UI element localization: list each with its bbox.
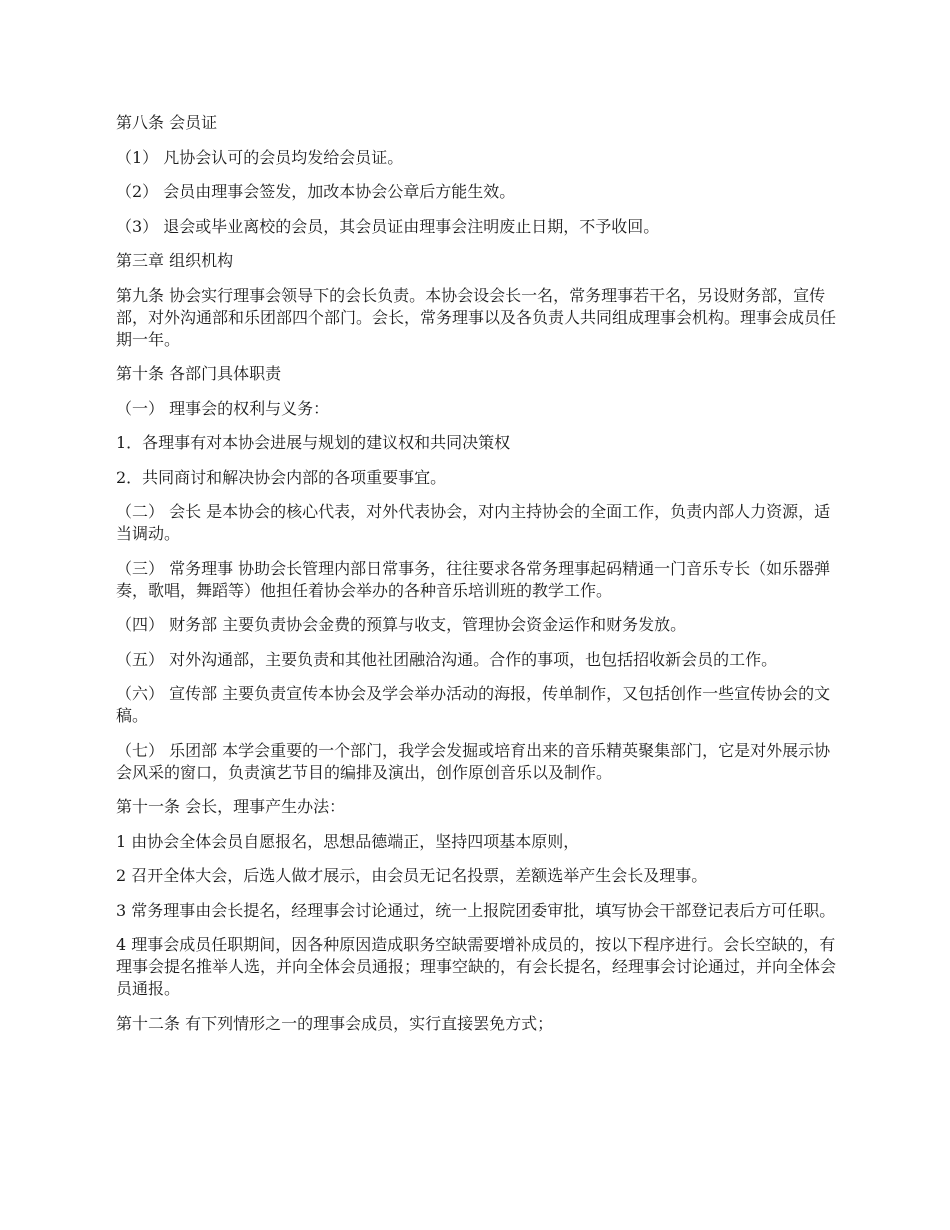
article-10-section-7: （七） 乐团部 本学会重要的一个部门，我学会发掘或培育出来的音乐精英聚集部门，它是对外展示协会风采的窗口，负责演艺节目的编排及演出，创作原创音乐以及制作。 bbox=[116, 740, 831, 782]
article-8-item-1: （1） 凡协会认可的会员均发给会员证。 bbox=[116, 147, 404, 167]
article-10-section-6: （六） 宣传部 主要负责宣传本协会及学会举办活动的海报，传单制作，又包括创作一些宣传协会的文稿。 bbox=[116, 684, 831, 725]
article-10-section-5: （五） 对外沟通部，主要负责和其他社团融洽沟通。合作的事项，也包括招收新会员的工作。 bbox=[116, 649, 778, 669]
article-11-item-2: 2 召开全体大会，后选人做才展示，由会员无记名投票，差额选举产生会长及理事。 bbox=[116, 866, 708, 885]
article-9-paragraph: 第九条 协会实行理事会领导下的会长负责。本协会设会长一名，常务理事若干名，另设财务部，宣传部，对外沟通部和乐团部四个部门。会长，常务理事以及各负责人共同组成理事会机构。理事会成员任期一年。 bbox=[116, 285, 837, 349]
chapter-3-heading: 第三章 组织机构 bbox=[116, 251, 234, 270]
article-11-heading: 第十一条 会长，理事产生办法： bbox=[116, 797, 346, 816]
article-10-section-4: （四） 财务部 主要负责协会金费的预算与收支，管理协会资金运作和财务发放。 bbox=[116, 615, 687, 634]
article-8-heading: 第八条 会员证 bbox=[116, 113, 218, 132]
article-10-section-3: （三） 常务理事 协助会长管理内部日常事务，往往要求各常务理事起码精通一门音乐专长（如乐器弹奏，歌唱，舞蹈等）他担任着协会举办的各种音乐培训班的教学工作。 bbox=[116, 558, 831, 600]
article-10-heading: 第十条 各部门具体职责 bbox=[116, 364, 282, 383]
article-8-item-3: （3） 退会或毕业离校的会员，其会员证由理事会注明废止日期，不予收回。 bbox=[116, 216, 660, 236]
article-10-section-1: （一） 理事会的权利与义务： bbox=[116, 398, 330, 418]
article-10-point-2: 2．共同商讨和解决协会内部的各项重要事宜。 bbox=[116, 467, 447, 487]
article-11-item-3: 3 常务理事由会长提名，经理事会讨论通过，统一上报院团委审批，填写协会干部登记表后方可任职。 bbox=[116, 900, 836, 920]
article-12-heading: 第十二条 有下列情形之一的理事会成员，实行直接罢免方式； bbox=[116, 1013, 554, 1033]
article-10-section-2: （二） 会长 是本协会的核心代表，对外代表协会，对内主持协会的全面工作，负责内部人力资源，适当调动。 bbox=[116, 502, 831, 543]
document-page bbox=[116, 112, 836, 1047]
article-10-point-1: 1．各理事有对本协会进展与规划的建议权和共同决策权 bbox=[116, 433, 511, 452]
article-11-item-4: 4 理事会成员任职期间，因各种原因造成职务空缺需要增补成员的，按以下程序进行。会长空缺的，有理事会提名推举人选，并向全体会员通报；理事空缺的，有会长提名，经理事会讨论通过，并向全体会员通报。 bbox=[116, 935, 837, 998]
article-8-item-2: （2） 会员由理事会签发，加改本协会公章后方能生效。 bbox=[116, 182, 516, 201]
article-11-item-1: 1 由协会全体会员自愿报名，思想品德端正，坚持四项基本原则， bbox=[116, 831, 580, 851]
